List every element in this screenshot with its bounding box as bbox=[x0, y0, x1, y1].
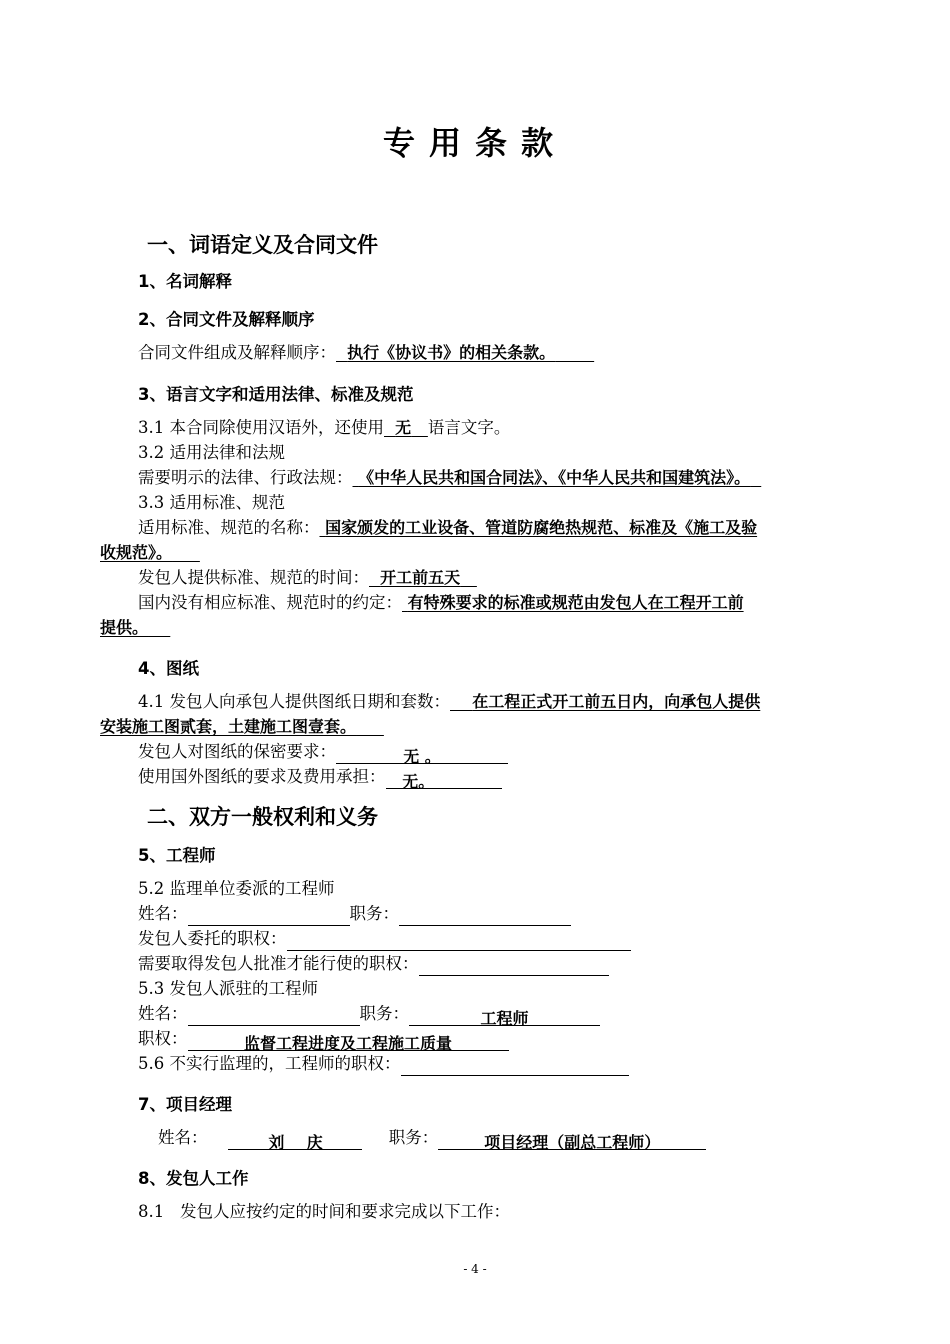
engineer-2-name-blank bbox=[188, 1007, 360, 1026]
std-time-label: 发包人提供标准、规范的时间： bbox=[138, 568, 369, 587]
engineer-1-name-blank bbox=[188, 907, 350, 926]
domestic-label: 国内没有相应标准、规范时的约定： bbox=[138, 593, 402, 612]
foreign-value: 无。 bbox=[386, 770, 502, 789]
drawings-value-1: 在工程正式开工前五日内，向承包人提供 bbox=[472, 692, 761, 711]
engineer-2-name-label: 姓名： bbox=[138, 1004, 188, 1023]
clause-5-2: 5.2 监理单位委派的工程师 bbox=[138, 879, 335, 898]
engineer-2-line bbox=[138, 1002, 600, 1026]
section-1-heading: 一、词语定义及合同文件 bbox=[147, 233, 378, 257]
engineer-2-power-line bbox=[138, 1027, 509, 1051]
drawings-label: 4.1 发包人向承包人提供图纸日期和套数： bbox=[138, 692, 450, 711]
engineer-2-power-label: 职权： bbox=[138, 1029, 188, 1048]
clause-3-1-suffix: 语言文字。 bbox=[427, 418, 511, 437]
standards-label: 适用标准、规范的名称： bbox=[138, 518, 320, 537]
approval-label: 需要取得发包人批准才能行使的职权： bbox=[138, 954, 419, 973]
no-supervision-blank bbox=[401, 1057, 629, 1076]
approval-blank bbox=[419, 957, 609, 976]
engineer-1-line bbox=[138, 902, 571, 926]
clause-7-heading: 7、项目经理 bbox=[138, 1095, 232, 1114]
standards-line bbox=[138, 516, 757, 540]
no-supervision-label: 5.6 不实行监理的，工程师的职权： bbox=[138, 1054, 401, 1073]
clause-3-heading: 3、语言文字和适用法律、标准及规范 bbox=[138, 385, 414, 404]
authority-line bbox=[138, 927, 631, 951]
engineer-2-duty-value: 工程师 bbox=[409, 1007, 600, 1026]
contract-docs-line bbox=[138, 341, 594, 365]
secrecy-value: 无 。 bbox=[336, 745, 508, 764]
engineer-1-duty-blank bbox=[399, 907, 571, 926]
clause-8-heading: 8、发包人工作 bbox=[138, 1169, 249, 1188]
foreign-line bbox=[138, 765, 502, 789]
standards-value-1: 国家颁发的工业设备、管道防腐绝热规范、标准及《施工及验 bbox=[325, 518, 758, 537]
clause-3-3: 3.3 适用标准、规范 bbox=[138, 493, 285, 512]
pm-duty-value: 项目经理（副总工程师） bbox=[438, 1131, 706, 1150]
engineer-2-duty-label: 职务： bbox=[359, 1004, 409, 1023]
contract-docs-value: 执行《协议书》的相关条款。 bbox=[347, 343, 556, 362]
laws-line bbox=[138, 466, 761, 490]
standards-value-2: 收规范》。 bbox=[100, 543, 173, 562]
clause-5-3: 5.3 发包人派驻的工程师 bbox=[138, 979, 318, 998]
foreign-label: 使用国外图纸的要求及费用承担： bbox=[138, 767, 386, 786]
drawings-value-2: 安装施工图贰套，土建施工图壹套。 bbox=[100, 717, 357, 736]
clause-3-1 bbox=[138, 416, 510, 440]
clause-3-1-prefix: 3.1 本合同除使用汉语外，还使用 bbox=[138, 418, 384, 437]
engineer-2-power-value: 监督工程进度及工程施工质量 bbox=[188, 1032, 509, 1051]
domestic-value-2: 提供。 bbox=[100, 618, 149, 637]
secrecy-label: 发包人对图纸的保密要求： bbox=[138, 742, 336, 761]
engineer-1-name-label: 姓名： bbox=[138, 904, 188, 923]
language-value: 无 bbox=[395, 418, 412, 437]
authority-label: 发包人委托的职权： bbox=[138, 929, 287, 948]
page-number: - 4 - bbox=[463, 1262, 487, 1276]
pm-duty-label: 职务： bbox=[388, 1128, 439, 1147]
laws-label: 需要明示的法律、行政法规： bbox=[138, 468, 353, 487]
clause-1-heading: 1、名词解释 bbox=[138, 272, 232, 291]
document-title: 专用条款 bbox=[382, 124, 567, 162]
domestic-line bbox=[138, 591, 744, 615]
pm-name-value: 刘 庆 bbox=[228, 1131, 362, 1150]
domestic-value-1: 有特殊要求的标准或规范由发包人在工程开工前 bbox=[407, 593, 744, 612]
std-time-value: 开工前五天 bbox=[380, 568, 461, 587]
std-time-line bbox=[138, 566, 477, 590]
approval-line bbox=[138, 952, 609, 976]
clause-2-heading: 2、合同文件及解释顺序 bbox=[138, 310, 315, 329]
engineer-1-duty-label: 职务： bbox=[349, 904, 399, 923]
secrecy-line bbox=[138, 740, 508, 764]
pm-name-label: 姓名： bbox=[158, 1128, 208, 1147]
clause-4-heading: 4、图纸 bbox=[138, 659, 199, 678]
clause-3-2: 3.2 适用法律和法规 bbox=[138, 443, 285, 462]
clause-5-heading: 5、工程师 bbox=[138, 846, 216, 865]
drawings-line bbox=[138, 690, 760, 714]
no-supervision-line bbox=[138, 1052, 629, 1076]
clause-8-1: 8.1 发包人应按约定的时间和要求完成以下工作： bbox=[138, 1202, 510, 1221]
laws-value: 《中华人民共和国合同法》、《中华人民共和国建筑法》。 bbox=[358, 468, 751, 487]
section-2-heading: 二、双方一般权利和义务 bbox=[147, 805, 378, 829]
authority-blank bbox=[287, 932, 631, 951]
contract-docs-label: 合同文件组成及解释顺序： bbox=[138, 343, 336, 362]
project-manager-line bbox=[158, 1126, 706, 1150]
